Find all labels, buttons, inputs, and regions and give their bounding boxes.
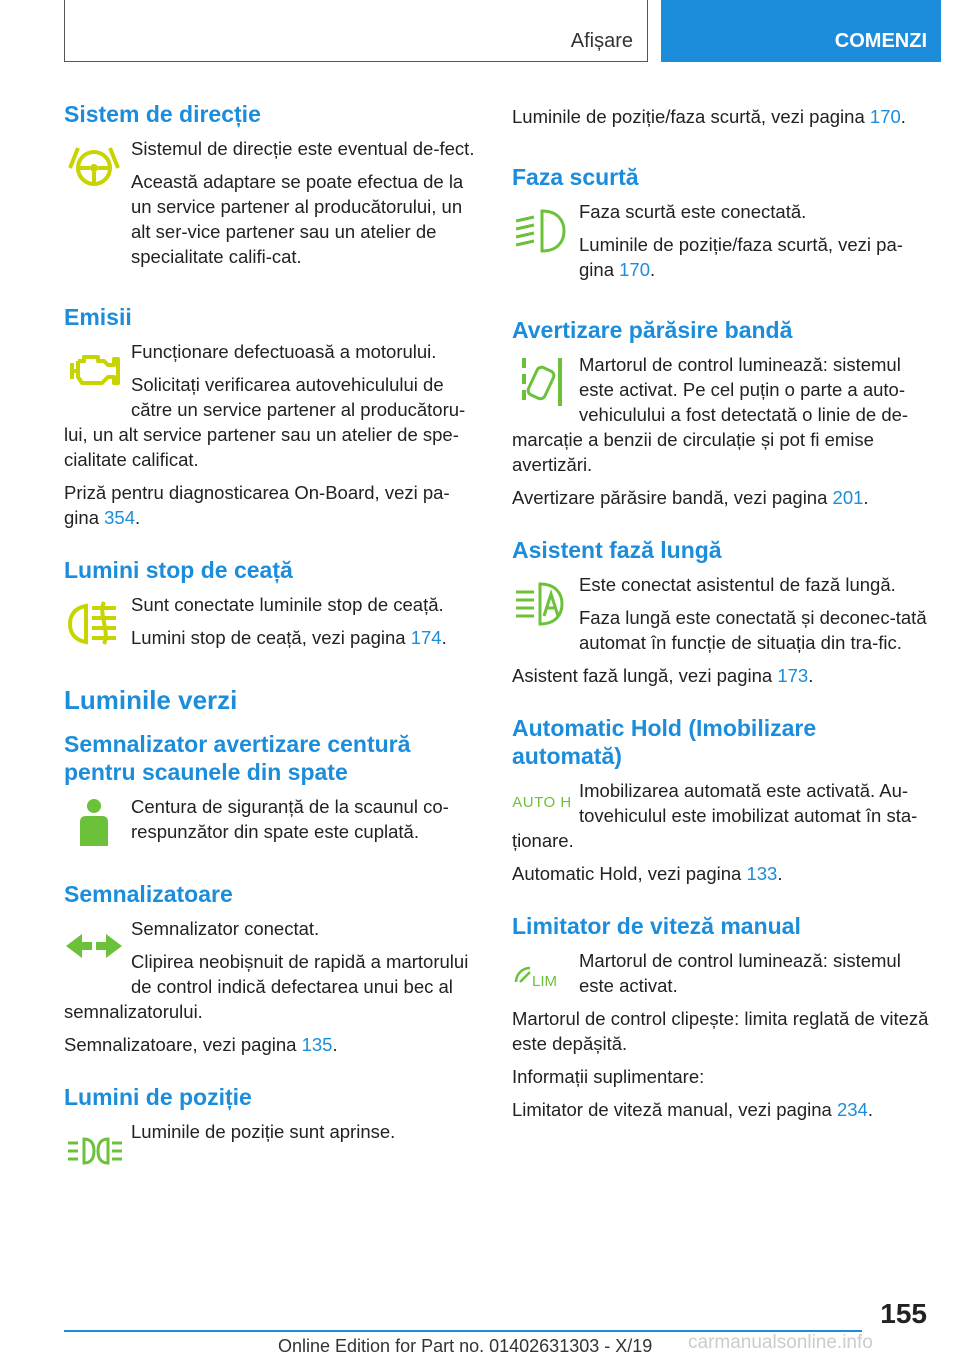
paragraph: Imobilizarea automată este activată. Au-tovehiculul este imobilizat automat în sta-ționare. — [512, 780, 918, 851]
tab-afisare[interactable] — [64, 0, 648, 62]
paragraph — [512, 663, 930, 688]
section-low-beam — [512, 163, 930, 290]
watermark: carmanualsonline.info — [688, 1332, 873, 1353]
page-link[interactable]: 234 — [836, 1099, 868, 1120]
paragraph-text: Lumini stop de ceață, vezi pagina — [131, 627, 411, 648]
section-rear-belt — [64, 730, 478, 854]
heading-green-lights: Luminile verzi — [64, 685, 238, 715]
page-link[interactable]: 354 — [104, 507, 135, 528]
paragraph: Sistemul de direcție este eventual de-fect. — [131, 138, 475, 159]
page-number: 155 — [880, 1298, 927, 1329]
section-turn-signals — [64, 880, 478, 1057]
tab-comenzi-label: COMENZI — [834, 30, 927, 52]
paragraph: Clipirea neobișnuit de rapidă a martorului de control indică defectarea unui bec al semnalizatorului. — [64, 951, 469, 1022]
section-title: Lumini stop de ceață — [64, 557, 293, 583]
section-title: Asistent fază lungă — [512, 537, 722, 563]
section-title: Sistem de direcție — [64, 101, 261, 127]
punctuation: . — [863, 487, 869, 508]
section-rear-fog — [64, 556, 478, 658]
engine-warning-icon — [64, 341, 124, 399]
punctuation: . — [900, 106, 906, 127]
section-lane-departure — [512, 316, 930, 510]
lane-departure-icon — [512, 354, 572, 412]
page-link[interactable]: 170 — [619, 259, 650, 280]
svg-text:LIM: LIM — [532, 973, 558, 990]
paragraph — [512, 1097, 930, 1122]
auto-hold-icon: AUTO H — [512, 794, 572, 811]
paragraph: Martorul de control clipește: limita reglată de viteză este depășită. — [512, 1008, 929, 1054]
paragraph: Este conectat asistentul de fază lungă. — [579, 574, 896, 595]
punctuation: . — [332, 1034, 338, 1055]
low-beam-icon — [512, 201, 572, 259]
position-lights-icon — [64, 1121, 124, 1179]
section-title: Limitator de viteză manual — [512, 913, 801, 939]
section-title: Emisii — [64, 304, 132, 330]
paragraph — [131, 169, 478, 269]
section-title: Semnalizator avertizare centură pentru scaunele din spate — [64, 731, 411, 785]
paragraph: Funcționare defectuoasă a motorului. — [131, 341, 437, 362]
rear-fog-light-icon — [64, 594, 124, 652]
turn-signal-arrows-icon — [64, 918, 124, 976]
section-position-lights — [64, 1083, 478, 1179]
section-title: Faza scurtă — [512, 164, 639, 190]
punctuation: . — [650, 259, 656, 280]
section-automatic-hold — [512, 714, 930, 886]
punctuation: . — [441, 627, 447, 648]
paragraph: Luminile de poziție sunt aprinse. — [131, 1121, 396, 1142]
paragraph: Martorul de control luminează: sistemul este activat. — [579, 950, 901, 996]
section-title: Lumini de poziție — [64, 1084, 252, 1110]
paragraph — [512, 104, 930, 129]
paragraph-text: Semnalizatoare, vezi pagina — [64, 1034, 302, 1055]
left-column — [64, 100, 478, 1205]
section-high-beam-assist — [512, 536, 930, 688]
paragraph-text: Automatic Hold, vezi pagina — [512, 863, 747, 884]
paragraph — [512, 232, 930, 282]
section-steering — [64, 100, 478, 277]
speed-limiter-icon — [512, 948, 572, 998]
punctuation: . — [867, 1099, 873, 1120]
page-link[interactable]: 174 — [410, 627, 442, 648]
page-link[interactable]: 170 — [869, 106, 901, 127]
page-link[interactable]: 201 — [832, 487, 864, 508]
section-title: Automatic Hold (Imobilizare automată) — [512, 715, 817, 769]
paragraph: Semnalizator conectat. — [131, 918, 320, 939]
paragraph: Sunt conectate luminile stop de ceață. — [131, 594, 444, 615]
right-column — [512, 100, 930, 1148]
section-title: Avertizare părăsire bandă — [512, 317, 793, 343]
paragraph: Faza lungă este conectată și deconec-tată automat în funcție de situația din tra-fic. — [579, 607, 927, 653]
high-beam-assist-icon — [512, 574, 572, 632]
paragraph: Solicitați verificarea autovehiculului de către un service partener al producătoru-lui, un alt service partener sau un atelier de spe-cialitate calificat. — [64, 374, 466, 470]
section-emissions — [64, 303, 478, 530]
paragraph-text: Această adaptare se poate efectua de la un service partener al producătorului, un alt ser-vice partener sau un atelier de specialitate califi-cat. — [131, 171, 464, 267]
paragraph-text: Avertizare părăsire bandă, vezi pagina — [512, 487, 833, 508]
tab-afisare-label: Afișare — [570, 30, 633, 52]
paragraph — [512, 861, 930, 886]
paragraph-text: Priză pentru diagnosticarea On-Board, vezi pa-gina — [64, 482, 450, 528]
punctuation: . — [135, 507, 141, 528]
paragraph-text: Luminile de poziție/faza scurtă, vezi pagina — [512, 106, 870, 127]
tab-comenzi[interactable] — [661, 0, 941, 62]
paragraph-text: Limitator de viteză manual, vezi pagina — [512, 1099, 837, 1120]
paragraph — [64, 625, 478, 650]
paragraph: Centura de siguranță de la scaunul co-respunzător din spate este cuplată. — [131, 796, 449, 842]
paragraph: Informații suplimentare: — [512, 1066, 705, 1087]
steering-warning-icon — [64, 138, 124, 196]
paragraph-text: Luminile de poziție/faza scurtă, vezi pa-gina — [579, 234, 903, 280]
paragraph — [512, 485, 930, 510]
paragraph — [64, 1032, 478, 1057]
page-link[interactable]: 135 — [301, 1034, 333, 1055]
paragraph — [64, 480, 478, 530]
punctuation: . — [808, 665, 814, 686]
seat-belt-person-icon — [64, 796, 124, 854]
paragraph: Martorul de control luminează: sistemul este activat. Pe cel puțin o parte a auto-vehiculului a fost detectată o linie de de-marcație a benzii de circulație și pot fi emise avertizări. — [512, 354, 909, 475]
section-title: Semnalizatoare — [64, 881, 233, 907]
footer-edition: Online Edition for Part no. 01402631303 - X/19 — [278, 1336, 653, 1356]
punctuation: . — [777, 863, 783, 884]
paragraph: Faza scurtă este conectată. — [579, 201, 807, 222]
paragraph-text: Asistent fază lungă, vezi pagina — [512, 665, 778, 686]
section-speed-limiter — [512, 912, 930, 1122]
page-link[interactable]: 173 — [777, 665, 809, 686]
page-link[interactable]: 133 — [746, 863, 778, 884]
